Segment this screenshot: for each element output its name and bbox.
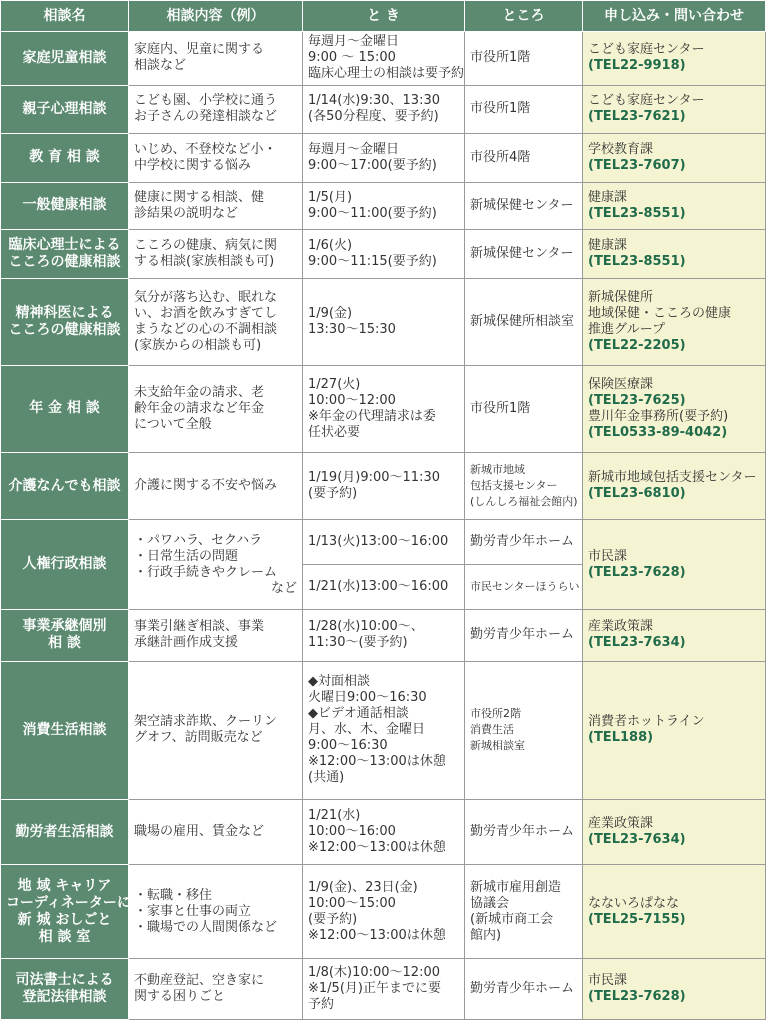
cell-line: お子さんの発達相談など	[134, 109, 278, 125]
cell-line: 1/13(火)13:00～16:00	[308, 534, 449, 550]
table-row	[1, 609, 766, 661]
contact-cell	[583, 279, 766, 365]
cell-line: 気分が落ち込む、眠れな	[134, 289, 278, 305]
cell-line: 1/21(水)13:00～16:00	[308, 578, 449, 594]
consultation-place	[465, 609, 583, 661]
phone-number: (TEL23-6810)	[588, 486, 686, 502]
cell-line: 職場の雇用、賃金など	[134, 824, 265, 840]
cell-line: こども家庭センター	[588, 42, 705, 58]
phone-number: (TEL188)	[588, 730, 654, 746]
phone-number: (TEL22-2205)	[588, 337, 686, 353]
cell-line: 新城保健所相談室	[470, 313, 575, 329]
consultation-place	[465, 85, 583, 133]
cell-line: 新城市地域包括支援センター	[588, 470, 757, 486]
cell-line: (共通)	[308, 770, 345, 786]
consultation-name	[1, 865, 159, 959]
table-row	[1, 520, 766, 565]
phone-number: (TEL0533-89-4042)	[588, 424, 728, 440]
cell-line: ※1/5(月)正午までに要	[308, 980, 441, 996]
table-row	[1, 85, 766, 133]
phone-number: (TEL22-9918)	[588, 58, 686, 74]
cell-line: こども家庭センター	[588, 93, 705, 109]
phone-number: (TEL23-7634)	[588, 635, 686, 651]
consultation-content	[129, 365, 303, 453]
cell-line: ・パワハラ、セクハラ	[134, 532, 263, 548]
consultation-time	[303, 609, 465, 661]
cell-line: こころの健康相談	[8, 254, 121, 271]
cell-line: ※12:00～13:00は休憩	[308, 754, 446, 770]
consultation-place	[465, 453, 583, 520]
table-row	[1, 800, 766, 865]
consultation-time	[303, 800, 465, 865]
phone-number: (TEL23-7628)	[588, 564, 686, 580]
cell-line: こころの健康相談	[8, 321, 121, 338]
cell-line: 勤労青少年ホーム	[470, 980, 575, 996]
consultation-time	[303, 565, 465, 610]
cell-line: 13:30～15:30	[308, 321, 396, 337]
cell-line: 新城保健センター	[470, 197, 574, 213]
cell-line: 産業政策課	[588, 816, 654, 832]
contact-cell	[583, 865, 766, 959]
cell-line: 臨床心理士の相談は要予約	[308, 66, 465, 82]
cell-line: (要予約)	[308, 911, 358, 927]
table-row	[1, 133, 766, 182]
consultation-time	[303, 958, 465, 1019]
consultation-content	[129, 958, 303, 1019]
cell-line: 包括支援センター	[470, 479, 558, 493]
cell-line: 保険医療課	[588, 376, 654, 392]
contact-cell	[583, 609, 766, 661]
consultation-name	[1, 279, 129, 365]
cell-line: 1/6(火)	[308, 238, 353, 254]
cell-line: 消費生活	[470, 723, 514, 737]
cell-line: 人権行政相談	[22, 556, 107, 573]
cell-line: ※年金の代理請求は委	[308, 408, 436, 424]
cell-line: 学校教育課	[588, 141, 654, 157]
cell-line: 中学校に関する悩み	[134, 157, 252, 173]
cell-line: 承継計画作成支援	[134, 635, 239, 651]
consultation-place	[465, 133, 583, 182]
cell-line: 市役所1階	[470, 400, 531, 416]
header-time: と き	[303, 1, 465, 32]
cell-line: (各50分程度、要予約)	[308, 109, 439, 125]
cell-line: 9:00～11:15(要予約)	[308, 254, 437, 270]
contact-cell	[583, 230, 766, 279]
cell-line: 新城保健センター	[470, 246, 574, 262]
cell-line: など	[270, 580, 297, 596]
consultation-content	[129, 661, 303, 799]
cell-line: 市役所1階	[470, 50, 531, 66]
cell-line: 10:00～16:00	[308, 824, 396, 840]
phone-number: (TEL23-7634)	[588, 832, 686, 848]
cell-line: 新城市雇用創造	[470, 879, 562, 895]
contact-line: 豊川年金事務所(要予約)	[588, 408, 729, 424]
cell-line: 相談など	[134, 58, 187, 74]
cell-line: こころの健康、病気に関	[134, 238, 278, 254]
consultation-name	[1, 32, 129, 86]
phone-number: (TEL23-8551)	[588, 254, 686, 270]
cell-line: 相 談	[48, 635, 81, 652]
consultation-place	[465, 520, 583, 565]
cell-line: 地域保健・こころの健康	[588, 305, 732, 321]
cell-line: 未支給年金の請求、老	[134, 384, 265, 400]
cell-line: 親子心理相談	[22, 100, 107, 117]
cell-line: 協議会	[470, 895, 510, 911]
cell-line: (しんしろ福祉会館内)	[470, 495, 578, 509]
table-row	[1, 453, 766, 520]
cell-line: 診結果の説明など	[134, 205, 239, 221]
contact-cell	[583, 800, 766, 865]
contact-cell	[583, 182, 766, 230]
cell-line: 1/28(水)10:00～、	[308, 619, 424, 635]
consultation-content	[129, 865, 303, 959]
phone-number: (TEL23-7621)	[588, 109, 686, 125]
cell-line: 市役所1階	[470, 101, 531, 117]
cell-line: 9:00～11:00(要予約)	[308, 205, 437, 221]
cell-line: 1/9(金)	[308, 305, 353, 321]
consultation-place	[465, 661, 583, 799]
cell-line: 地 域 キャリア	[17, 877, 112, 894]
header-contact: 申し込み・問い合わせ	[583, 1, 766, 32]
consultation-place	[465, 230, 583, 279]
consultation-time	[303, 865, 465, 959]
consultation-time	[303, 365, 465, 453]
header-place: ところ	[465, 1, 583, 32]
cell-line: 臨床心理士による	[8, 237, 121, 254]
cell-line: 市役所4階	[470, 149, 531, 165]
cell-line: なないろぱなな	[588, 895, 680, 911]
consultation-time	[303, 279, 465, 365]
cell-line: 月、水、木、金曜日	[308, 722, 426, 738]
phone-number: (TEL23-8551)	[588, 205, 686, 221]
consultation-time	[303, 453, 465, 520]
consultation-content	[129, 133, 303, 182]
contact-cell	[583, 661, 766, 799]
table-row	[1, 958, 766, 1019]
consultation-name	[1, 958, 129, 1019]
consultation-time	[303, 520, 465, 565]
cell-line: 関する困りごと	[134, 988, 226, 1004]
cell-line: 精神科医による	[15, 304, 114, 321]
cell-line: 勤労青少年ホーム	[470, 534, 575, 550]
phone-number: (TEL23-7607)	[588, 157, 686, 173]
consultation-place	[465, 182, 583, 230]
cell-line: まうなどの心の不調相談	[134, 321, 278, 337]
cell-line: 9:00 ～ 15:00	[308, 50, 396, 66]
consultation-time	[303, 133, 465, 182]
cell-line: 健康課	[588, 189, 628, 205]
contact-cell	[583, 85, 766, 133]
consultation-content	[129, 520, 303, 610]
cell-line: 事業承継個別	[22, 618, 107, 635]
consultation-content	[129, 182, 303, 230]
cell-line: 健康課	[588, 238, 628, 254]
cell-line: 1/5(月)	[308, 189, 353, 205]
consultation-time	[303, 182, 465, 230]
table-row	[1, 279, 766, 365]
cell-line: 市民センターほうらい	[470, 579, 580, 593]
cell-line: 健康に関する相談、健	[134, 189, 265, 205]
cell-line: グオフ、訪問販売など	[134, 730, 263, 746]
header-name: 相談名	[1, 1, 129, 32]
consultation-place	[465, 958, 583, 1019]
cell-line: い、お酒を飲みすぎてし	[134, 305, 278, 321]
cell-line: 消費者ホットライン	[588, 714, 705, 730]
phone-number: (TEL23-7628)	[588, 988, 686, 1004]
cell-line: 毎週月～金曜日	[308, 34, 400, 50]
consultation-time	[303, 661, 465, 799]
phone-number: (TEL23-7625)	[588, 392, 686, 408]
cell-line: ・日常生活の問題	[134, 548, 239, 564]
contact-cell	[583, 453, 766, 520]
cell-line: 1/19(月)9:00～11:30	[308, 470, 440, 486]
cell-line: 家庭内、児童に関する	[134, 42, 265, 58]
consultation-content	[129, 453, 303, 520]
cell-line: 毎週月～金曜日	[308, 141, 400, 157]
table-row	[1, 865, 766, 959]
cell-line: 登記法律相談	[22, 988, 107, 1005]
consultation-content	[129, 230, 303, 279]
cell-line: 齢年金の請求など年金	[134, 400, 265, 416]
cell-line: する相談(家族相談も可)	[134, 254, 275, 270]
cell-line: 勤労者生活相談	[15, 823, 114, 840]
table-row	[1, 365, 766, 453]
consultation-name	[1, 609, 129, 661]
consultation-content	[129, 32, 303, 86]
contact-cell	[583, 32, 766, 86]
cell-line: 教 育 相 談	[29, 149, 100, 166]
cell-line: 11:30～(要予約)	[308, 635, 408, 651]
cell-line: 相 談 室	[38, 928, 91, 945]
header-row	[1, 1, 766, 32]
cell-line: (新城市商工会	[470, 911, 554, 927]
consultation-time	[303, 230, 465, 279]
cell-line: (要予約)	[308, 486, 358, 502]
cell-line: 新城相談室	[470, 739, 525, 753]
cell-line: 架空請求詐欺、クーリン	[134, 714, 278, 730]
contact-cell	[583, 365, 766, 453]
consultation-time	[303, 85, 465, 133]
cell-line: ・転職・移住	[134, 887, 213, 903]
table-row	[1, 32, 766, 86]
consultation-name	[1, 520, 129, 610]
cell-line: 1/27(火)	[308, 376, 361, 392]
consultation-time	[303, 32, 465, 86]
consultation-name	[1, 453, 129, 520]
cell-line: 市民課	[588, 972, 628, 988]
consultation-name	[1, 133, 129, 182]
cell-line: 一般健康相談	[22, 197, 107, 214]
header-content: 相談内容（例）	[129, 1, 303, 32]
cell-line: 家庭児童相談	[22, 49, 107, 66]
cell-line: 勤労青少年ホーム	[470, 627, 575, 643]
cell-line: ・行政手続きやクレーム	[134, 564, 278, 580]
cell-line: 新城市地域	[470, 463, 525, 477]
contact-cell	[583, 133, 766, 182]
cell-line: 新城保健所	[588, 289, 654, 305]
consultation-place	[465, 279, 583, 365]
consultation-place	[465, 800, 583, 865]
cell-line: 年 金 相 談	[29, 400, 100, 417]
cell-line: ※12:00～13:00は休憩	[308, 840, 446, 856]
cell-line: 火曜日9:00～16:30	[308, 690, 427, 706]
cell-line: 10:00～12:00	[308, 392, 396, 408]
cell-line: 産業政策課	[588, 619, 654, 635]
consultation-name	[1, 230, 129, 279]
cell-line: 任状必要	[308, 424, 361, 440]
cell-line: 9:00～16:30	[308, 738, 388, 754]
consultation-content	[129, 85, 303, 133]
cell-line: コーディネーターによる	[6, 894, 159, 911]
cell-line: 9:00～17:00(要予約)	[308, 157, 437, 173]
cell-line: ・家事と仕事の両立	[134, 903, 252, 919]
cell-line: ・職場での人間関係など	[134, 919, 278, 935]
table-row	[1, 230, 766, 279]
consultation-content	[129, 609, 303, 661]
cell-line: 推進グループ	[588, 321, 665, 337]
consultation-content	[129, 800, 303, 865]
cell-line: (家族からの相談も可)	[134, 337, 262, 353]
contact-cell	[583, 520, 766, 610]
cell-line: 勤労青少年ホーム	[470, 824, 575, 840]
cell-line: について全般	[134, 416, 212, 432]
phone-number: (TEL25-7155)	[588, 911, 686, 927]
cell-line: 不動産登記、空き家に	[134, 972, 265, 988]
consultation-name	[1, 182, 129, 230]
cell-line: ◆ビデオ通話相談	[308, 706, 409, 722]
cell-line: 市民課	[588, 548, 628, 564]
contact-cell	[583, 958, 766, 1019]
table-row	[1, 661, 766, 799]
cell-line: 1/8(木)10:00～12:00	[308, 964, 440, 980]
cell-line: 新 城 おしごと	[17, 911, 112, 928]
cell-line: ※12:00～13:00は休憩	[308, 927, 446, 943]
cell-line: 10:00～15:00	[308, 895, 396, 911]
consultation-name	[1, 365, 129, 453]
cell-line: 事業引継ぎ相談、事業	[134, 619, 265, 635]
cell-line: 消費生活相談	[22, 721, 107, 738]
cell-line: 市役所2階	[470, 707, 521, 721]
cell-line: 1/14(水)9:30、13:30	[308, 93, 440, 109]
cell-line: 介護に関する不安や悩み	[134, 478, 278, 494]
cell-line: 館内)	[470, 927, 502, 943]
cell-line: 1/21(水)	[308, 808, 361, 824]
consultation-content	[129, 279, 303, 365]
cell-line: 予約	[308, 996, 335, 1012]
consultation-name	[1, 661, 129, 799]
cell-line: こども園、小学校に通う	[134, 93, 278, 109]
consultation-place	[465, 865, 583, 959]
cell-line: ◆対面相談	[308, 674, 370, 690]
consultation-place	[465, 32, 583, 86]
cell-line: 介護なんでも相談	[8, 477, 121, 494]
consultation-place	[465, 565, 583, 610]
cell-line: 1/9(金)、23日(金)	[308, 879, 418, 895]
consultation-place	[465, 365, 583, 453]
table-row	[1, 182, 766, 230]
consultation-name	[1, 800, 129, 865]
cell-line: 司法書士による	[15, 971, 114, 988]
consultation-name	[1, 85, 129, 133]
cell-line: いじめ、不登校など小・	[134, 141, 277, 157]
